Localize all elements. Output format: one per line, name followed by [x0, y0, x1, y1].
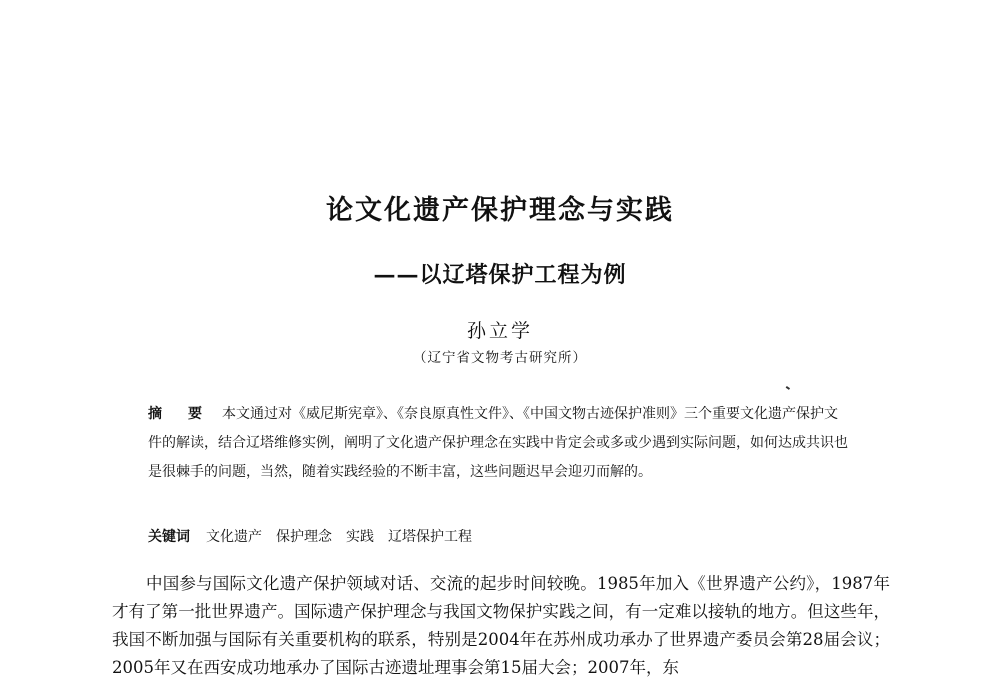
keyword: 辽塔保护工程: [388, 529, 472, 545]
paper-subtitle: ——以辽塔保护工程为例: [373, 262, 627, 288]
abstract-text: 本文通过对《威尼斯宪章》、《奈良原真性文件》、《中国文物古迹保护准则》三个重要文化遗产保护文件的解读，结合辽塔维修实例，阐明了文化遗产保护理念在实践中肯定会或多或少遇到实际问题，如何达成共识也是很棘手的问题，当然，随着实践经验的不断丰富，这些问题迟早会迎刃而解的。: [148, 406, 848, 480]
paper-title: 论文化遗产保护理念与实践: [326, 195, 674, 226]
keyword: 文化遗产: [206, 529, 262, 545]
author-affiliation: （辽宁省文物考古研究所）: [413, 350, 587, 366]
abstract-label: 摘 要: [148, 406, 208, 422]
keyword: 保护理念: [276, 529, 332, 545]
keywords: [148, 525, 848, 549]
stray-mark: [786, 386, 790, 390]
abstract: [148, 400, 848, 487]
keywords-label: 关键词: [148, 529, 190, 545]
author-name: 孙立学: [466, 320, 533, 342]
keyword: 实践: [346, 529, 374, 545]
body-paragraph: 中国参与国际文化遗产保护领域对话、交流的起步时间较晚。1985年加入《世界遗产公约》，1987年才有了第一批世界遗产。国际遗产保护理念与我国文物保护实践之间，有一定难以接轨的地方。但这些年，我国不断加强与国际有关重要机构的联系，特别是2004年在苏州成功承办了世界遗产委员会第28届会议；2005年又在西安成功地承办了国际古迹遗址理事会第15届大会；2007年，东: [112, 574, 890, 677]
